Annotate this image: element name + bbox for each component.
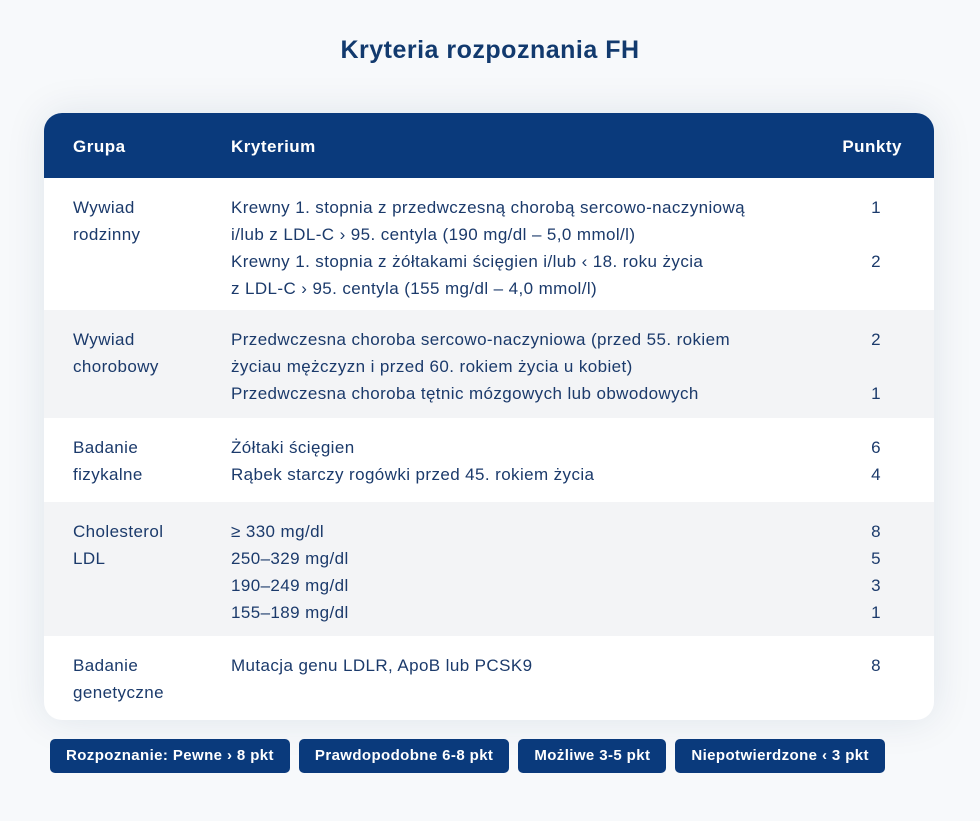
group-name: Wywiad chorobowy <box>73 330 159 376</box>
points-value: 1 <box>871 198 881 217</box>
criterion-item: Żółtaki ścięgien 6 <box>231 434 934 461</box>
criterion-item: Przedwczesna choroba sercowo-naczyniowa (przed 55. rokiem życiau mężczyzn i przed 60. rokiem życia u kobiet) 2 <box>231 326 934 380</box>
criterion-item: Przedwczesna choroba tętnic mózgowych lub obwodowych 1 <box>231 380 934 407</box>
legend-chip-definite: Rozpoznanie: Pewne › 8 pkt <box>50 739 290 773</box>
points-value: 6 <box>871 438 881 457</box>
legend-chip-unconfirmed: Niepotwierdzone ‹ 3 pkt <box>675 739 885 773</box>
criterion-item: Rąbek starczy rogówki przed 45. rokiem życia 4 <box>231 461 934 488</box>
group-row-medical-history <box>44 310 934 418</box>
points-value: 5 <box>871 549 881 568</box>
points-value: 2 <box>871 330 881 349</box>
group-name: Cholesterol LDL <box>73 522 164 568</box>
criterion-item: 155–189 mg/dl 1 <box>231 599 934 626</box>
points-value: 1 <box>871 603 881 622</box>
header-points: Punkty <box>842 137 902 156</box>
table-header <box>44 113 934 178</box>
group-row-physical-exam <box>44 418 934 502</box>
points-value: 1 <box>871 384 881 403</box>
criteria-table <box>44 113 934 720</box>
criterion-item: 250–329 mg/dl 5 <box>231 545 934 572</box>
criterion-item: ≥ 330 mg/dl 8 <box>231 518 934 545</box>
legend-chip-probable: Prawdopodobne 6-8 pkt <box>299 739 509 773</box>
header-group: Grupa <box>73 137 126 156</box>
group-row-ldl-cholesterol <box>44 502 934 636</box>
group-name: Badanie fizykalne <box>73 438 143 484</box>
group-name: Badanie genetyczne <box>73 656 164 702</box>
group-row-family-history <box>44 178 934 310</box>
legend-chip-possible: Możliwe 3-5 pkt <box>518 739 666 773</box>
header-criterion: Kryterium <box>231 137 316 156</box>
points-value: 3 <box>871 576 881 595</box>
criterion-item: Krewny 1. stopnia z żółtakami ścięgien i/lub ‹ 18. roku życia z LDL-C › 95. centyla (155 mg/dl – 4,0 mmol/l) 2 <box>231 248 934 302</box>
criterion-item: Krewny 1. stopnia z przedwczesną chorobą sercowo-naczyniową i/lub z LDL-C › 95. centyla (190 mg/dl – 5,0 mmol/l) 1 <box>231 194 934 248</box>
points-value: 4 <box>871 465 881 484</box>
points-value: 2 <box>871 252 881 271</box>
page-title: Kryteria rozpoznania FH <box>340 36 640 64</box>
group-name: Wywiad rodzinny <box>73 198 141 244</box>
diagnosis-legend <box>50 739 885 773</box>
points-value: 8 <box>871 522 881 541</box>
group-row-genetic-test <box>44 636 934 720</box>
points-value: 8 <box>871 656 881 675</box>
criterion-item: 190–249 mg/dl 3 <box>231 572 934 599</box>
criterion-item: Mutacja genu LDLR, ApoB lub PCSK9 8 <box>231 652 934 679</box>
